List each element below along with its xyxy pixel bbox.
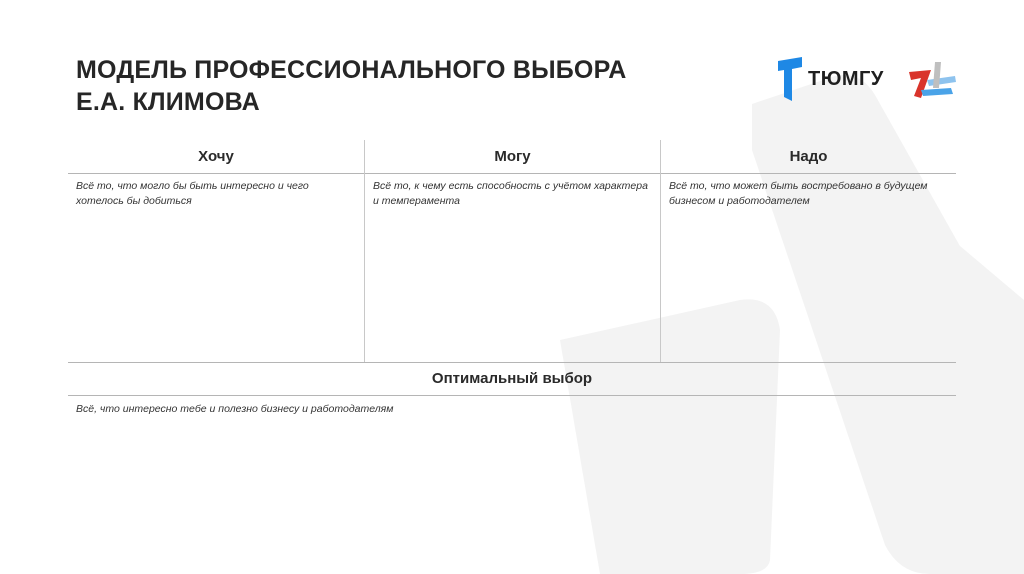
tyumgu-logo[interactable] [776,55,886,103]
optimal-choice-header: Оптимальный выбор [68,363,956,396]
logo-text: ТЮМГУ [808,68,884,90]
klimov-model-table [68,140,956,417]
tyumgu-logo-icon [776,55,804,103]
title-line-2: Е.А. КЛИМОВА [76,88,260,116]
column-want [68,140,364,362]
column-text: Всё то, что может быть востребовано в будущем бизнесом и работодателем [669,180,928,207]
university-emblem-icon [905,58,961,106]
column-can [364,140,660,362]
column-need [660,140,956,362]
optimal-choice-text: Всё, что интересно тебе и полезно бизнесу и работодателям [76,403,394,415]
title-line-1: МОДЕЛЬ ПРОФЕССИОНАЛЬНОГО ВЫБОРА [76,56,627,84]
column-text: Всё то, к чему есть способность с учётом характера и темперамента [373,180,648,207]
page-title [76,54,627,118]
columns-row [68,140,956,363]
column-header: Хочу [68,140,364,174]
column-header: Могу [365,140,660,174]
column-header: Надо [661,140,956,174]
column-text: Всё то, что могло бы быть интересно и чего хотелось бы добиться [76,180,309,207]
